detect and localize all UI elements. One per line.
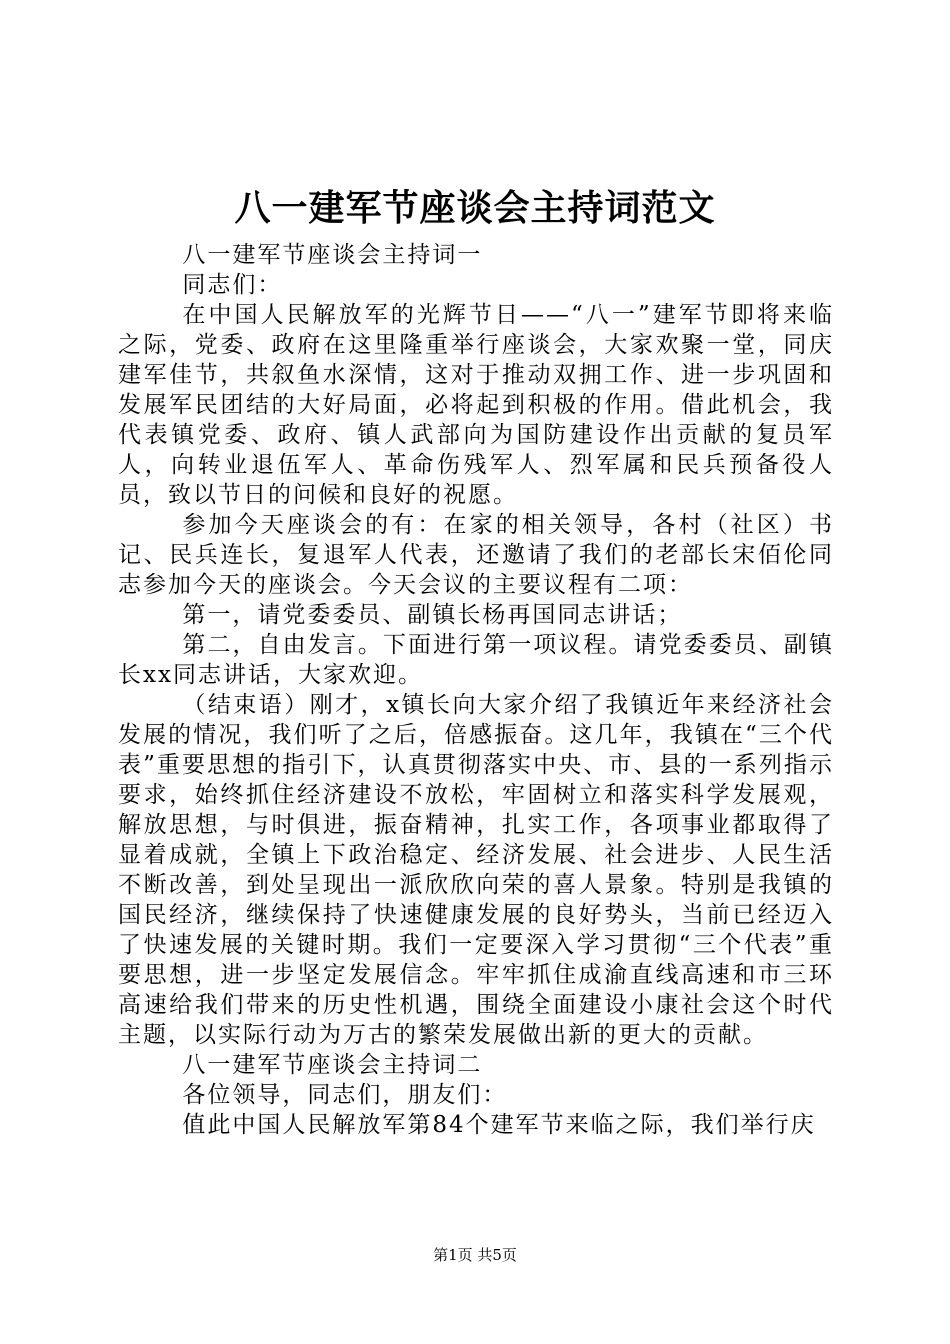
paragraph-salutation-2: 各位领导，同志们，朋友们： <box>182 1082 508 1108</box>
paragraph-agenda-item-1: 第一，请党委委员、副镇长杨再国同志讲话； <box>182 602 683 628</box>
paragraph-opening: 在中国人民解放军的光辉节日——“八一”建军节即将来临之际，党委、政府在这里隆重举行座谈会，大家欢聚一堂，同庆建军佳节，共叙鱼水深情，这对于推动双拥工作、进一步巩固和发展军民团结的大好局面，必将起到积极的作用。借此机会，我代表镇党委、政府、镇人武部向为国防建设作出贡献的复员军人，向转业退伍军人、革命伤残军人、烈军属和民兵预备役人员，致以节日的问候和良好的祝愿。 <box>118 302 834 508</box>
page-number-footer: 第1页 共5页 <box>433 1246 517 1264</box>
paragraph-agenda-item-2: 第二，自由发言。下面进行第一项议程。请党委委员、副镇长xx同志讲话，大家欢迎。 <box>118 632 834 688</box>
document-body <box>118 240 834 1140</box>
document-title: 八一建军节座谈会主持词范文 <box>234 187 716 229</box>
paragraph-salutation-1: 同志们： <box>182 272 283 298</box>
paragraph-closing-remarks: （结束语）刚才，x镇长向大家介绍了我镇近年来经济社会发展的情况，我们听了之后，倍感振奋。这几年，我镇在“三个代表”重要思想的指引下，认真贯彻落实中央、市、县的一系列指示要求，始终抓住经济建设不放松，牢固树立和落实科学发展观，解放思想，与时俱进，振奋精神，扎实工作，各项事业都取得了显着成就，全镇上下政治稳定、经济发展、社会进步、人民生活不断改善，到处呈现出一派欣欣向荣的喜人景象。特别是我镇的国民经济，继续保持了快速健康发展的良好势头，当前已经迈入了快速发展的关键时期。我们一定要深入学习贯彻“三个代表”重要思想，进一步坚定发展信念。牢牢抓住成渝直线高速和市三环高速给我们带来的历史性机遇，围绕全面建设小康社会这个时代主题，以实际行动为万古的繁荣发展做出新的更大的贡献。 <box>118 692 834 1048</box>
paragraph-opening-2: 值此中国人民解放军第84个建军节来临之际，我们举行庆 <box>182 1112 816 1138</box>
paragraph-heading-1: 八一建军节座谈会主持词一 <box>182 242 483 268</box>
paragraph-heading-2: 八一建军节座谈会主持词二 <box>182 1052 483 1078</box>
paragraph-attendees: 参加今天座谈会的有：在家的相关领导，各村（社区）书记、民兵连长，复退军人代表，还邀请了我们的老部长宋佰伦同志参加今天的座谈会。今天会议的主要议程有二项： <box>118 512 834 598</box>
